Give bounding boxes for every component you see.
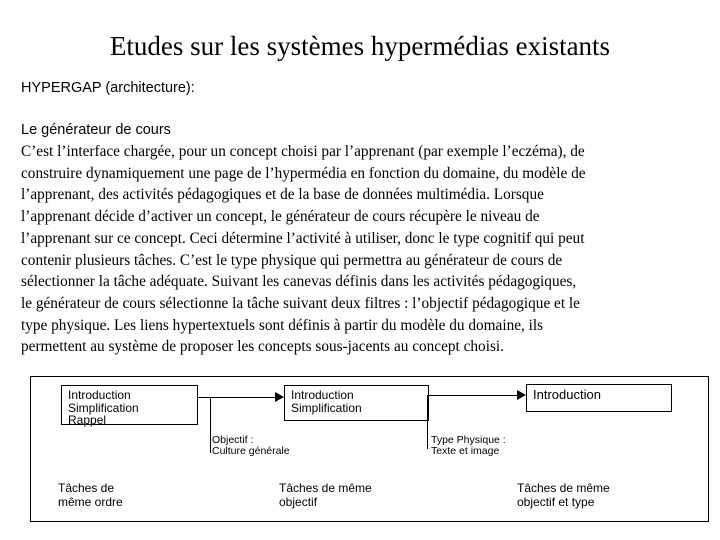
connector-line [210, 397, 211, 453]
caption-line: Type Physique : [431, 434, 506, 446]
box-item: Simplification [68, 400, 139, 415]
caption-line: Culture générale [212, 445, 290, 457]
tasks-box-same-objective-type [526, 384, 672, 412]
label-line: objectif et type [517, 495, 595, 509]
bottom-label-same-objective [279, 481, 372, 509]
type-caption [431, 435, 506, 457]
paragraph-line: construire dynamiquement une page de l’hypermédia en fonction du domaine, du modèle de [21, 164, 586, 182]
task-filter-diagram [30, 376, 709, 522]
tasks-box-same-order [61, 385, 198, 425]
bottom-label-same-order [58, 481, 123, 509]
label-line: Tâches de même [517, 481, 610, 495]
paragraph-line: permettent au système de proposer les concepts sous-jacents au concept choisi. [21, 338, 504, 356]
paragraph-line: C’est l’interface chargée, pour un concept choisi par l’apprenant (par exemple l’eczéma), de [21, 143, 585, 160]
body-paragraph [21, 141, 720, 358]
caption-line: Texte et image [431, 445, 500, 457]
label-line: Tâches de [58, 481, 115, 495]
objective-caption [212, 435, 290, 457]
label-line: objectif [279, 495, 318, 509]
paragraph-line: l’apprenant décide d’activer un concept, le générateur de cours récupère le niveau de [21, 208, 540, 226]
box-item: Introduction [291, 388, 354, 402]
paragraph-line: contenir plusieurs tâches. C’est le type physique qui permettra au générateur de cours de [21, 251, 563, 269]
section-heading-architecture: HYPERGAP (architecture): [21, 80, 195, 96]
box-item: Introduction [533, 387, 601, 402]
label-line: Tâches de même [279, 481, 372, 495]
bottom-label-same-objective-type [517, 481, 610, 509]
box-item: Rappel [68, 413, 107, 427]
paragraph-line: type physique. Les liens hypertextuels sont définis à partir du modèle du domaine, ils [21, 316, 544, 334]
label-line: même ordre [58, 495, 123, 509]
tasks-box-same-objective [284, 385, 429, 421]
box-item: Simplification [291, 400, 362, 415]
arrow-right-icon [429, 395, 524, 396]
section-heading-generator: Le générateur de cours [21, 122, 171, 138]
slide-title: Etudes sur les systèmes hypermédias existants [109, 31, 611, 61]
caption-line: Objectif : [212, 434, 254, 446]
connector-line [427, 395, 428, 449]
paragraph-line: le générateur de cours sélectionne la tâche suivant deux filtres : l’objectif pédagogique et le [21, 294, 580, 312]
paragraph-line: sélectionner la tâche adéquate. Suivant les canevas définis dans les activités pédagogiques, [21, 273, 577, 291]
paragraph-line: l’apprenant sur ce concept. Ceci détermine l’activité à utiliser, donc le type cognitif qui peut [21, 229, 585, 247]
paragraph-line: l’apprenant, des activités pédagogiques et de la base de données multimédia. Lorsque [21, 186, 544, 204]
box-item: Introduction [68, 388, 131, 402]
